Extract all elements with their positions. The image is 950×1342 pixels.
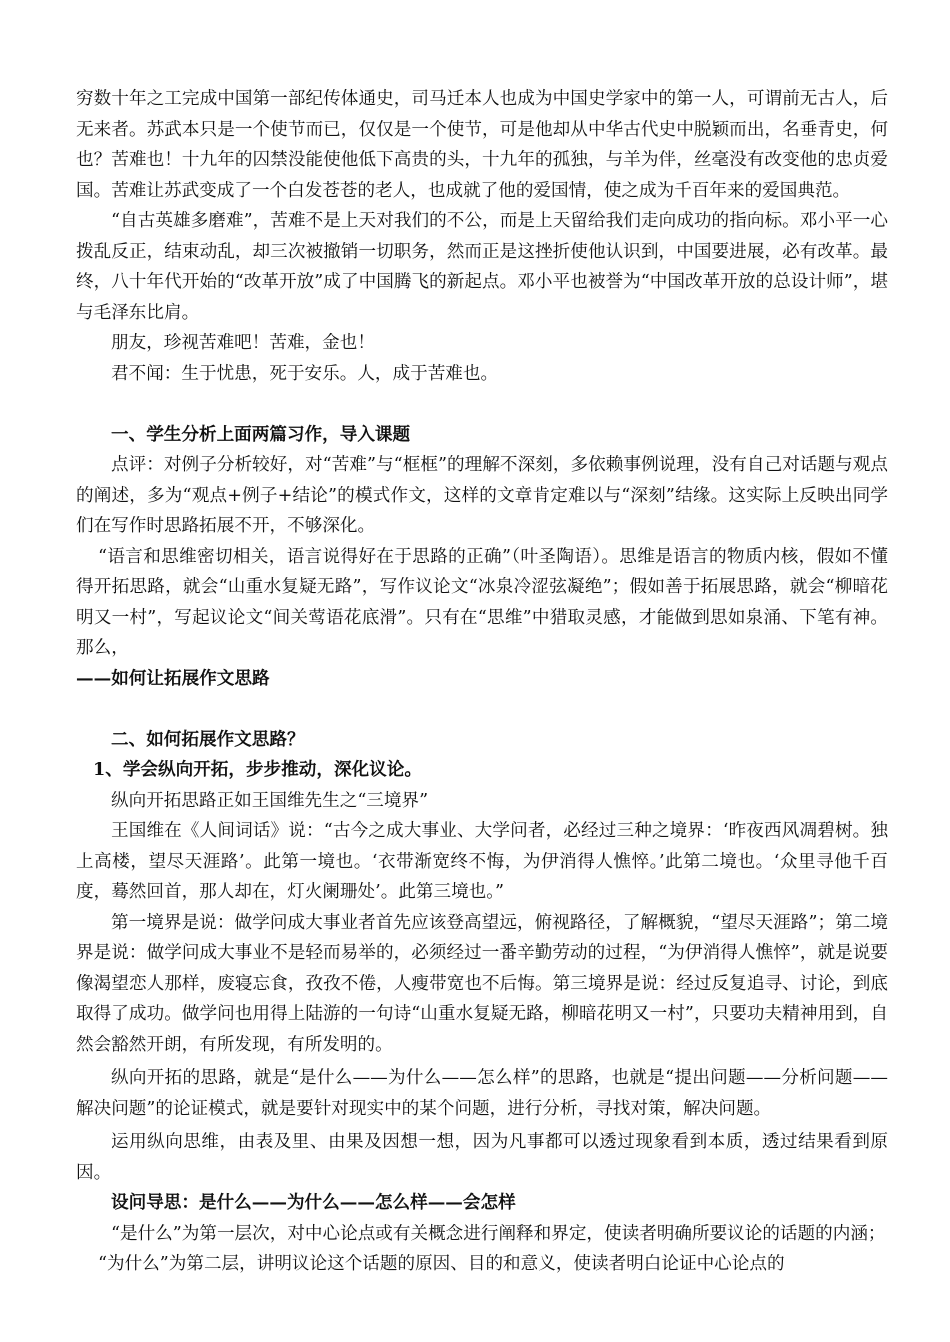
paragraph-2: “自古英雄多磨难”，苦难不是上天对我们的不公，而是上天留给我们走向成功的指向标。邓小平一心拨乱反正，结束动乱，却三次被撤销一切职务，然而正是这挫折使他认识到，中国要进展，必有改革。最终，八十年代开始的“改革开放”成了中国腾飞的新起点。邓小平也被誉为“中国改革开放的总设计师”，堪与毛泽东比肩。 xyxy=(76,211,888,323)
document-page xyxy=(76,84,888,1280)
paragraph-4: 君不闻：生于忧患，死于安乐。人，成于苦难也。 xyxy=(111,363,499,384)
paragraph-10: 纵向开拓的思路，就是“是什么——为什么——怎么样”的思路，也就是“提出问题——分析问题——解决问题”的论证模式，就是要针对现实中的某个问题，进行分析，寻找对策，解决问题。 xyxy=(76,1068,888,1119)
section-heading-1: 一、学生分析上面两篇习作，导入课题 xyxy=(111,423,411,445)
blank-line xyxy=(76,389,888,420)
paragraph-1: 穷数十年之工完成中国第一部纪传体通史，司马迁本人也成为中国史学家中的第一人，可谓前无古人，后无来者。苏武本只是一个使节而已，仅仅是一个使节，可是他却从中华古代史中脱颖而出，名垂青史，何也？苦难也！十九年的囚禁没能使他低下高贵的头，十九年的孤独，与羊为伴，丝毫没有改变他的忠贞爱国。苦难让苏武变成了一个白发苍苍的老人，也成就了他的爱国情，使之成为千百年来的爱国典范。 xyxy=(76,89,888,201)
paragraph-12: “是什么”为第一层次，对中心论点或有关概念进行阐释和界定，使读者明确所要议论的话题的内涵； xyxy=(111,1223,886,1244)
paragraph-9: 第一境界是说：做学问成大事业者首先应该登高望远，俯视路径，了解概貌，“望尽天涯路”；第二境界是说：做学问成大事业不是轻而易举的，必须经过一番辛勤劳动的过程，“为伊消得人憔悴”，就是说要像渴望恋人那样，废寝忘食，孜孜不倦，人瘦带宽也不后悔。第三境界是说：经过反复追寻、讨论，到底取得了成功。做学问也用得上陆游的一句诗“山重水复疑无路，柳暗花明又一村”，只要功夫精神用到，自然会豁然开朗，有所发现，有所发明的。 xyxy=(76,912,888,1055)
paragraph-3: 朋友，珍视苦难吧！苦难，金也！ xyxy=(111,333,375,353)
paragraph-6: “语言和思维密切相关，语言说得好在于思路的正确”（叶圣陶语）。思维是语言的物质内核，假如不懂得开拓思路，就会“山重水复疑无路”，写作议论文“冰泉冷涩弦凝绝”；假如善于拓展思路，就会“柳暗花明又一村”，写起议论文“间关莺语花底滑”。只有在“思维”中猎取灵感，才能做到思如泉涌、下笔有神。那么， xyxy=(76,546,888,658)
paragraph-13: “为什么”为第二层，讲明议论这个话题的原因、目的和意义，使读者明白论证中心论点的 xyxy=(98,1254,785,1274)
paragraph-11: 运用纵向思维，由表及里、由果及因想一想，因为凡事都可以透过现象看到本质，透过结果看到原因。 xyxy=(76,1132,888,1183)
paragraph-8: 王国维在《人间词话》说：“古今之成大事业、大学问者，必经过三种之境界：‘昨夜西风凋碧树。独上高楼，望尽天涯路’。此第一境也。‘衣带渐宽终不悔，为伊消得人憔悴。’此第二境也。‘众里寻他千百度，蓦然回首，那人却在，灯火阑珊处’。此第三境也。” xyxy=(76,821,888,902)
blank-line xyxy=(76,694,888,725)
paragraph-5: 点评：对例子分析较好，对“苦难”与“框框”的理解不深刻，多依赖事例说理，没有自己对话题与观点的阐述，多为“观点+例子+结论”的模式作文，这样的文章肯定难以与“深刻”结缘。这实际上反映出同学们在写作时思路拓展不开，不够深化。 xyxy=(76,455,888,536)
question-heading: 设问导思：是什么——为什么——怎么样——会怎样 xyxy=(111,1192,516,1213)
subsection-heading-1: 1、学会纵向开拓，步步推动，深化议论。 xyxy=(93,759,422,780)
topic-heading: ——如何让拓展作文思路 xyxy=(76,667,270,689)
paragraph-7: 纵向开拓思路正如王国维先生之“三境界” xyxy=(111,790,429,811)
section-heading-2: 二、如何拓展作文思路？ xyxy=(111,728,305,750)
